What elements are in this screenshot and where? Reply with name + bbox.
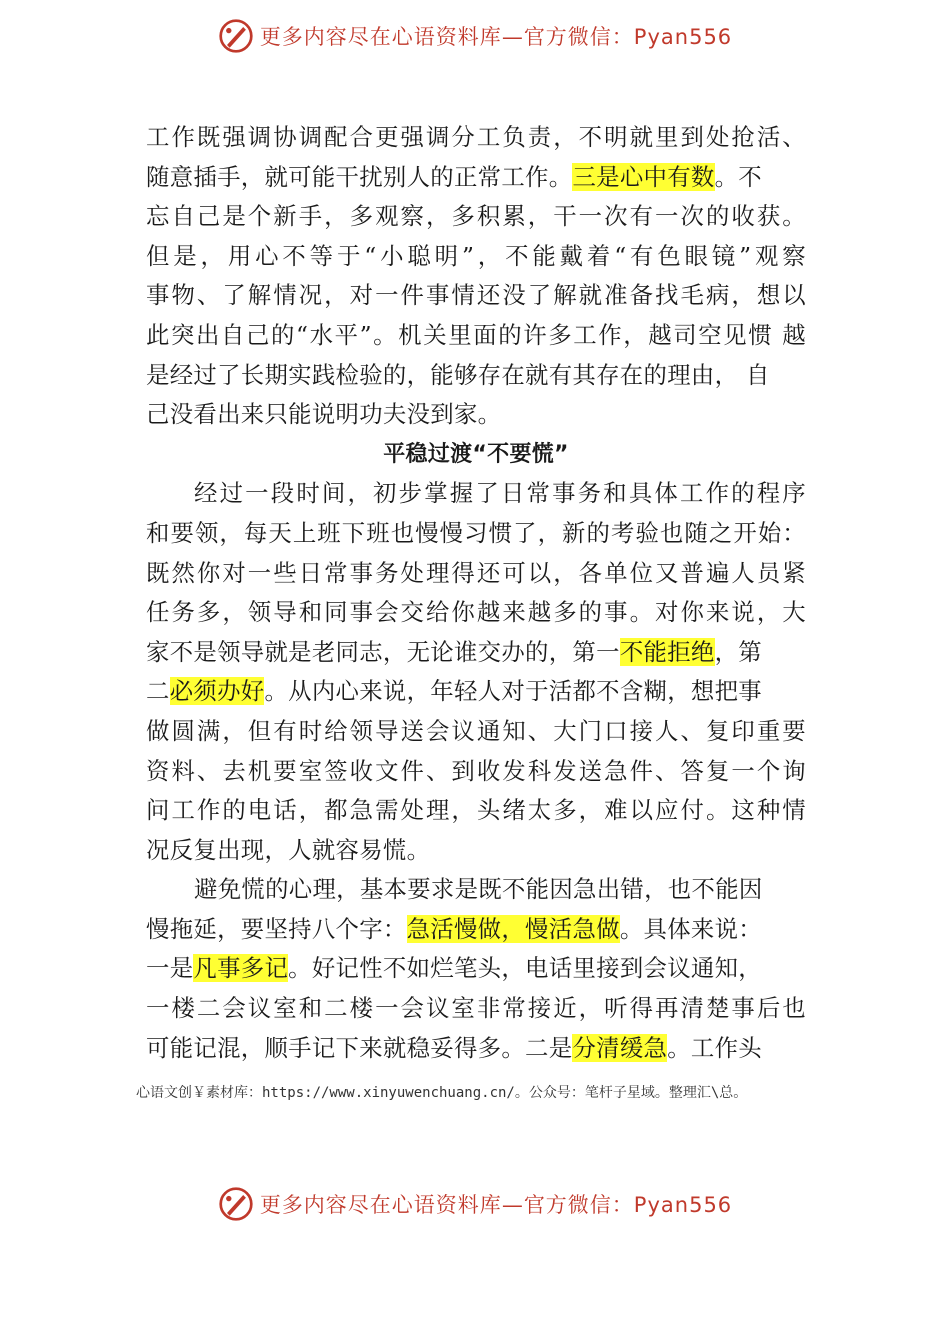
text-run: 。好记性不如烂笔头，电话里接到会议通知， [288,954,762,983]
paragraph-line: 工作既强调协调配合更强调分工负责，不明就里到处抢活、 [146,123,806,151]
text-run: 。从内心来说，年轻人对于活都不含糊，想把事 [264,677,762,706]
paragraph-line [146,672,806,712]
paragraph-line: 一楼二会议室和二楼一会议室非常接近，听得再清楚事后也 [146,994,806,1023]
bottom-banner [0,1182,950,1226]
paragraph-line: 忘自己是个新手，多观察，多积累，干一次有一次的收获。 [146,202,806,231]
paragraph-line [146,910,806,950]
text-run: 。不 [714,162,762,191]
text-run: 。具体来说： [619,914,762,943]
text-run: 随意插手，就可能干扰别人的正常工作。 [146,162,573,191]
paragraph-line: 和要领，每天上班下班也慢慢习惯了，新的考验也随之开始： [146,518,806,547]
paragraph-line: 是经过了长期实践检验的，能够存在就有其存在的理由， 自 [146,360,770,389]
highlighted-text: 凡事多记 [193,954,289,983]
paragraph-line: 问工作的电话，都急需处理，头绪太多，难以应付。这种情 [146,796,806,825]
text-run: 慢拖延，要坚持八个字： [146,914,407,943]
paragraph-line: 做圆满，但有时给领导送会议通知、大门口接人、复印重要 [146,716,806,745]
paragraph-line: 事物、了解情况，对一件事情还没了解就准备找毛病，想以 [146,281,806,310]
paragraph-line: 此突出自己的“水平”。机关里面的许多工作，越司空见惯 越 [146,320,806,349]
paragraph-line [146,633,806,673]
text-run: 可能记混，顺手记下来就稳妥得多。二是 [146,1033,573,1062]
paragraph-line: 况反复出现，人就容易慌。 [146,835,431,864]
paragraph-line: 经过一段时间，初步掌握了日常事务和具体工作的程序 [194,479,806,508]
logo-pen-icon [218,18,254,54]
paragraph-line: 资料、去机要室签收文件、到收发科发送急件、答复一个询 [146,756,806,785]
banner-main: 更多内容尽在心语资料库 [259,25,502,49]
paragraph-line: 既然你对一些日常事务处理得还可以，各单位又普遍人员紧 [146,558,806,587]
banner-title [260,1189,732,1219]
paragraph-line [146,1029,806,1069]
banner-separator: — [501,25,524,49]
highlighted-text: 急活慢做，慢活急做 [406,914,620,943]
logo-pen-icon [218,1186,254,1222]
paragraph-line: 避免慌的心理，基本要求是既不能因急出错，也不能因 [194,875,763,904]
banner-main: 更多内容尽在心语资料库 [259,1193,502,1217]
banner-separator: — [501,1193,524,1217]
paragraph-line: 己没看出来只能说明功夫没到家。 [146,400,502,429]
banner-title [260,21,732,51]
paragraph-line: 任务多，领导和同事会交给你越来越多的事。对你来说，大 [146,598,806,627]
banner-suffix: 官方微信：Pyan556 [523,25,733,49]
text-run: 一是 [146,954,194,983]
top-banner [0,14,950,58]
text-run: 家不是领导就是老同志，无论谁交办的，第一 [146,637,620,666]
footer-source-note: 心语文创￥素材库：https://www.xinyuwenchuang.cn/。公众号：笔杆子星域。整理汇\总。 [136,1085,748,1101]
paragraph-line [146,158,806,198]
section-heading: 平稳过渡“不要慌” [383,441,569,467]
highlighted-text: 必须办好 [169,677,265,706]
paragraph-line: 但是，用心不等于“小聪明”，不能戴着“有色眼镜”观察 [146,241,806,270]
highlighted-text: 分清缓急 [572,1033,668,1062]
text-run: 二 [146,677,170,706]
document-body [146,118,806,1068]
highlighted-text: 三是心中有数 [572,162,715,191]
text-run: ，第 [714,637,762,666]
banner-suffix: 官方微信：Pyan556 [523,1193,733,1217]
paragraph-line [146,949,806,989]
highlighted-text: 不能拒绝 [619,637,715,666]
text-run: 。工作头 [667,1033,762,1062]
